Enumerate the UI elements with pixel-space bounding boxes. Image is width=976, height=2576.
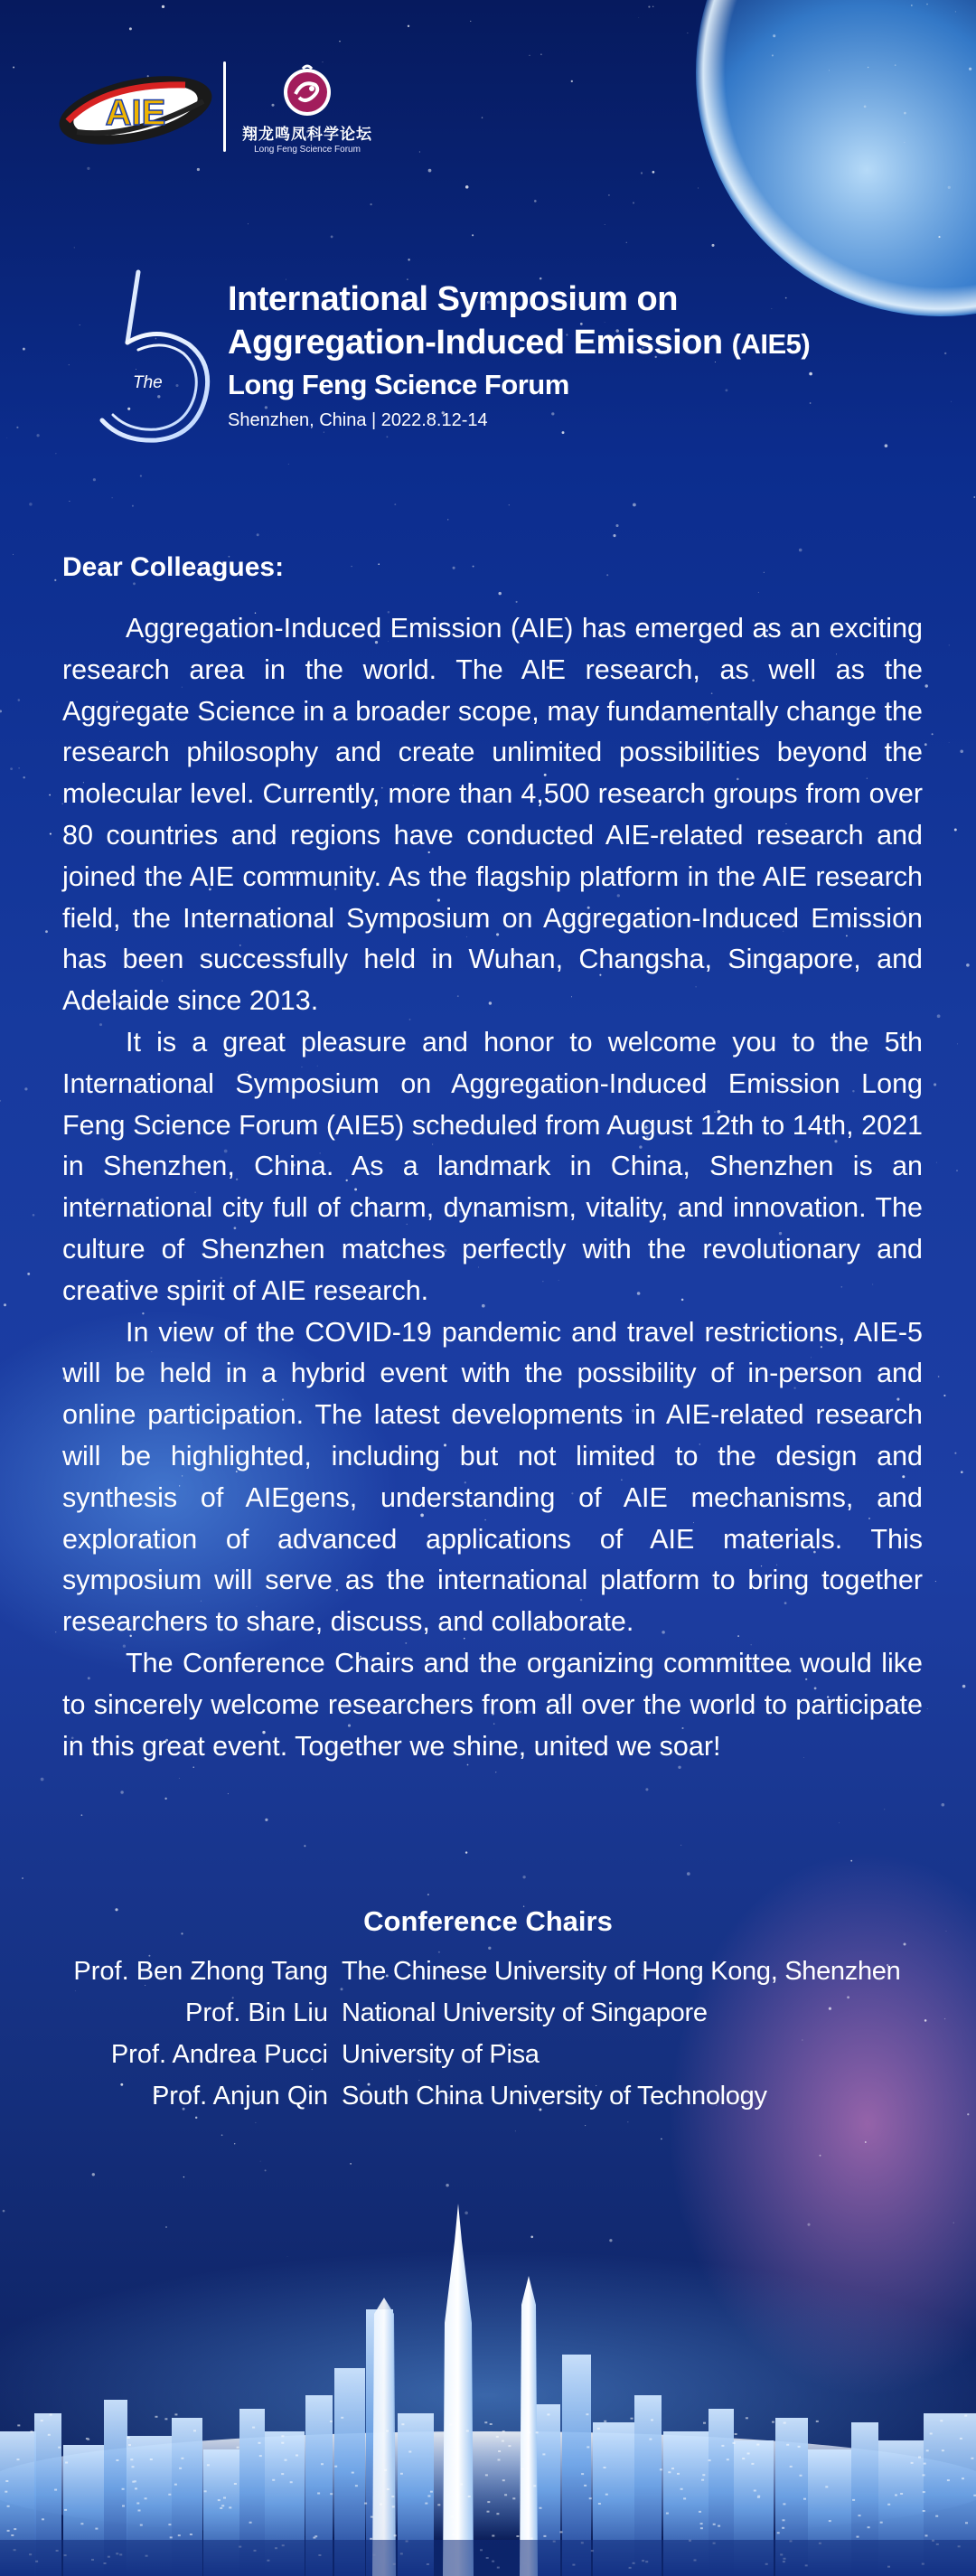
title-forum-name: Long Feng Science Forum: [228, 369, 569, 400]
title-line-2-main: Aggregation-Induced Emission: [228, 324, 723, 362]
chair-affiliation: South China University of Technology: [342, 2081, 767, 2111]
forum-logo-english-name: Long Feng Science Forum: [254, 145, 361, 155]
chair-affiliation: University of Pisa: [342, 2039, 540, 2069]
header-logos: [50, 61, 375, 161]
letter-paragraph-1: Aggregation-Induced Emission (AIE) has emerged as an exciting research area in the world. The AIE research, as well as the Aggregate Science in a broader scope, may fundamentally change the research philosophy and create unlimited possibilities beyond the molecular level. Currently, more than 4,500 research groups from over 80 countries and regions have conducted AIE-related research and joined the AIE community. As the flagship platform in the AIE research field, the International Symposium on Aggregation-Induced Emission has been successfully held in Wuhan, Changsha, Singapore, and Adelaide since 2013.: [62, 613, 923, 1017]
title-line-2: [228, 321, 810, 366]
letter-paragraph-4: The Conference Chairs and the organizing committee would like to sincerely welcome researchers from all over the world to participate in this great event. Together we shine, united we soar!: [62, 1647, 923, 1762]
title-line-2-suffix: (AIE5): [731, 328, 811, 360]
chair-affiliation: The Chinese University of Hong Kong, Shenzhen: [342, 1956, 901, 1986]
conference-chairs-heading: Conference Chairs: [363, 1905, 613, 1937]
location-date: Shenzhen, China | 2022.8.12-14: [228, 410, 488, 430]
logo-divider: [223, 61, 226, 152]
chair-name: Prof. Anjun Qin: [151, 2081, 328, 2111]
aie-logo: [50, 65, 221, 155]
chair-row: [36, 1992, 958, 2034]
big-number-five: [95, 267, 217, 447]
forum-emblem-icon: [276, 61, 339, 118]
title-line-1: International Symposium on: [228, 280, 678, 318]
svg-text:AIE: AIE: [105, 93, 166, 133]
forum-logo-chinese-name: 翔龙鸣凤科学论坛: [242, 126, 372, 144]
symposium-title-block: [95, 267, 908, 447]
shenzhen-skyline-image: [0, 2187, 976, 2576]
chair-name: Prof. Andrea Pucci: [110, 2039, 328, 2069]
welcome-letter: [62, 547, 923, 1767]
chair-affiliation: National University of Singapore: [342, 1998, 708, 2027]
letter-paragraph-3: In view of the COVID-19 pandemic and travel restrictions, AIE-5 will be held in a hybrid event with the possibility of in-person and online participation. The latest developments in AIE-related research will be highlighted, including but not limited to the design and synthesis of AIEgens, understanding of AIE mechanisms, and exploration of advanced applications of AIE materials. This symposium will serve as the international platform to bring together researchers to share, discuss, and collaborate.: [62, 1316, 923, 1638]
ping-an-tower: [443, 2204, 474, 2576]
chair-row: [36, 2075, 958, 2117]
china-resources-tower: [520, 2276, 538, 2576]
long-feng-forum-logo: [235, 61, 380, 161]
letter-paragraph-2: It is a great pleasure and honor to welcome you to the 5th International Symposium on Aggregation-Induced Emission Long Feng Science Forum (AIE5) scheduled from August 12th to 14th, 2021 in Shenzhen, China. As a landmark in China, Shenzhen is an international city full of charm, dynamism, vitality, and innovation. The culture of Shenzhen matches perfectly with the revolutionary and creative spirit of AIE research.: [62, 1026, 923, 1306]
chair-row: [36, 1951, 958, 1992]
conference-chairs-list: [36, 1951, 958, 2117]
chair-name: Prof. Ben Zhong Tang: [73, 1956, 328, 1986]
chair-name: Prof. Bin Liu: [185, 1998, 328, 2027]
title-prefix: The: [133, 373, 163, 392]
chair-row: [36, 2034, 958, 2075]
salutation: Dear Colleagues:: [62, 552, 285, 582]
